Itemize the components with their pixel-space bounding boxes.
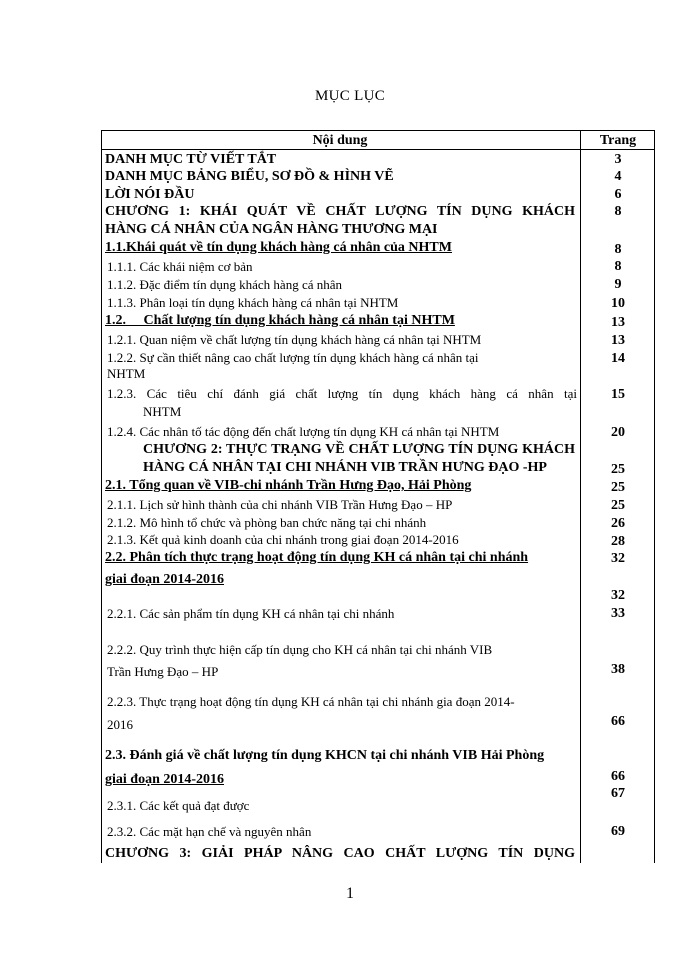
toc-page: 28 [611, 534, 625, 549]
toc-entry: giai đoạn 2014-2016 [105, 772, 225, 787]
toc-entry: NHTM [107, 366, 146, 381]
toc-entry: 2.3.2. Các mặt hạn chế và nguyên nhân [107, 824, 312, 839]
toc-page: 13 [611, 315, 625, 330]
toc-page: 3 [614, 152, 622, 167]
column-divider [580, 131, 581, 863]
toc-page: 13 [611, 333, 625, 348]
toc-page: 69 [611, 824, 625, 839]
toc-entry: 1.2.3. Các tiêu chí đánh giá chất lượng tín dụng khách hàng cá nhân tại [107, 386, 577, 401]
page-title: MỤC LỤC [314, 88, 386, 104]
header-content: Nội dung [312, 133, 368, 148]
toc-entry: DANH MỤC BẢNG BIỂU, SƠ ĐỒ & HÌNH VẼ [105, 169, 394, 184]
toc-page: 32 [611, 551, 625, 566]
toc-entry: 1.2.2. Sự cần thiết nâng cao chất lượng tín dụng khách hàng cá nhân tại [107, 350, 479, 365]
toc-entry: CHƯƠNG 1: KHÁI QUÁT VỀ CHẤT LƯỢNG TÍN DỤNG KHÁCH [105, 204, 575, 219]
toc-page: 8 [614, 242, 622, 257]
toc-entry: LỜI NÓI ĐẦU [105, 187, 195, 202]
toc-entry: 1.2.4. Các nhân tố tác động đến chất lượng tín dụng KH cá nhân tại NHTM [107, 424, 500, 439]
toc-page: 8 [614, 259, 622, 274]
toc-entry: 2.3.1. Các kết quả đạt được [107, 798, 250, 813]
toc-page: 8 [614, 204, 622, 219]
toc-page: 25 [611, 462, 625, 477]
toc-page: 38 [611, 662, 625, 677]
toc-entry: DANH MỤC TỪ VIẾT TẮT [105, 152, 277, 167]
header-rule [102, 149, 654, 150]
toc-entry: 2.1. Tổng quan về VIB-chi nhánh Trần Hưng Đạo, Hải Phòng [105, 478, 472, 493]
toc-page: 14 [611, 351, 625, 366]
toc-entry: 1.1.2. Đặc điểm tín dụng khách hàng cá nhân [107, 277, 343, 292]
toc-page: 25 [611, 498, 625, 513]
toc-entry: 2.2.2. Quy trình thực hiện cấp tín dụng cho KH cá nhân tại chi nhánh VIB [107, 642, 493, 657]
toc-entry: 1.2. Chất lượng tín dụng khách hàng cá nhân tại NHTM [105, 313, 455, 328]
toc-page: 15 [611, 387, 625, 402]
page-number: 1 [346, 885, 354, 902]
toc-page: 32 [611, 588, 625, 603]
toc-entry: HÀNG CÁ NHÂN TẠI CHI NHÁNH VIB TRẦN HƯNG ĐẠO -HP [143, 460, 547, 475]
toc-entry: 2.2. Phân tích thực trạng hoạt động tín dụng KH cá nhân tại chi nhánh [105, 550, 529, 565]
toc-page: 26 [611, 516, 625, 531]
header-page: Trang [599, 133, 637, 148]
toc-page: 20 [611, 425, 625, 440]
toc-page: 6 [614, 187, 622, 202]
toc-entry: 1.2.1. Quan niệm về chất lượng tín dụng khách hàng cá nhân tại NHTM [107, 332, 482, 347]
toc-entry: 2.1.3. Kết quả kinh doanh của chi nhánh trong giai đoạn 2014-2016 [107, 532, 459, 547]
toc-page: 25 [611, 480, 625, 495]
toc-entry: NHTM [143, 404, 182, 419]
toc-page: 66 [611, 714, 625, 729]
toc-entry: 1.1.1. Các khái niệm cơ bản [107, 259, 253, 274]
toc-page: 66 [611, 769, 625, 784]
toc-entry: 2.1.2. Mô hình tổ chức và phòng ban chức năng tại chi nhánh [107, 515, 427, 530]
toc-page: 10 [611, 296, 625, 311]
toc-entry: 1.1.Khái quát về tín dụng khách hàng cá nhân của NHTM [105, 240, 452, 255]
toc-entry: CHƯƠNG 2: THỰC TRẠNG VỀ CHẤT LƯỢNG TÍN DỤNG KHÁCH [143, 442, 575, 457]
toc-entry: 2.3. Đánh giá về chất lượng tín dụng KHCN tại chi nhánh VIB Hải Phòng [105, 748, 545, 763]
toc-entry: 2.2.3. Thực trạng hoạt động tín dụng KH cá nhân tại chi nhánh gia đoạn 2014- [107, 694, 515, 709]
toc-page: 9 [614, 277, 622, 292]
toc-entry: HÀNG CÁ NHÂN CỦA NGÂN HÀNG THƯƠNG MẠI [105, 222, 438, 237]
toc-entry: 2.2.1. Các sản phẩm tín dụng KH cá nhân tại chi nhánh [107, 606, 395, 621]
toc-table [101, 130, 655, 863]
toc-entry: 1.1.3. Phân loại tín dụng khách hàng cá nhân tại NHTM [107, 295, 399, 310]
toc-page: 4 [614, 169, 622, 184]
toc-entry: 2.1.1. Lịch sử hình thành của chi nhánh VIB Trần Hưng Đạo – HP [107, 497, 453, 512]
toc-entry: 2016 [107, 717, 133, 732]
toc-entry: CHƯƠNG 3: GIẢI PHÁP NÂNG CAO CHẤT LƯỢNG TÍN DỤNG [105, 846, 575, 861]
toc-entry: Trần Hưng Đạo – HP [107, 664, 219, 679]
toc-entry: giai đoạn 2014-2016 [105, 572, 225, 587]
toc-page: 33 [611, 606, 625, 621]
toc-page: 67 [611, 786, 625, 801]
